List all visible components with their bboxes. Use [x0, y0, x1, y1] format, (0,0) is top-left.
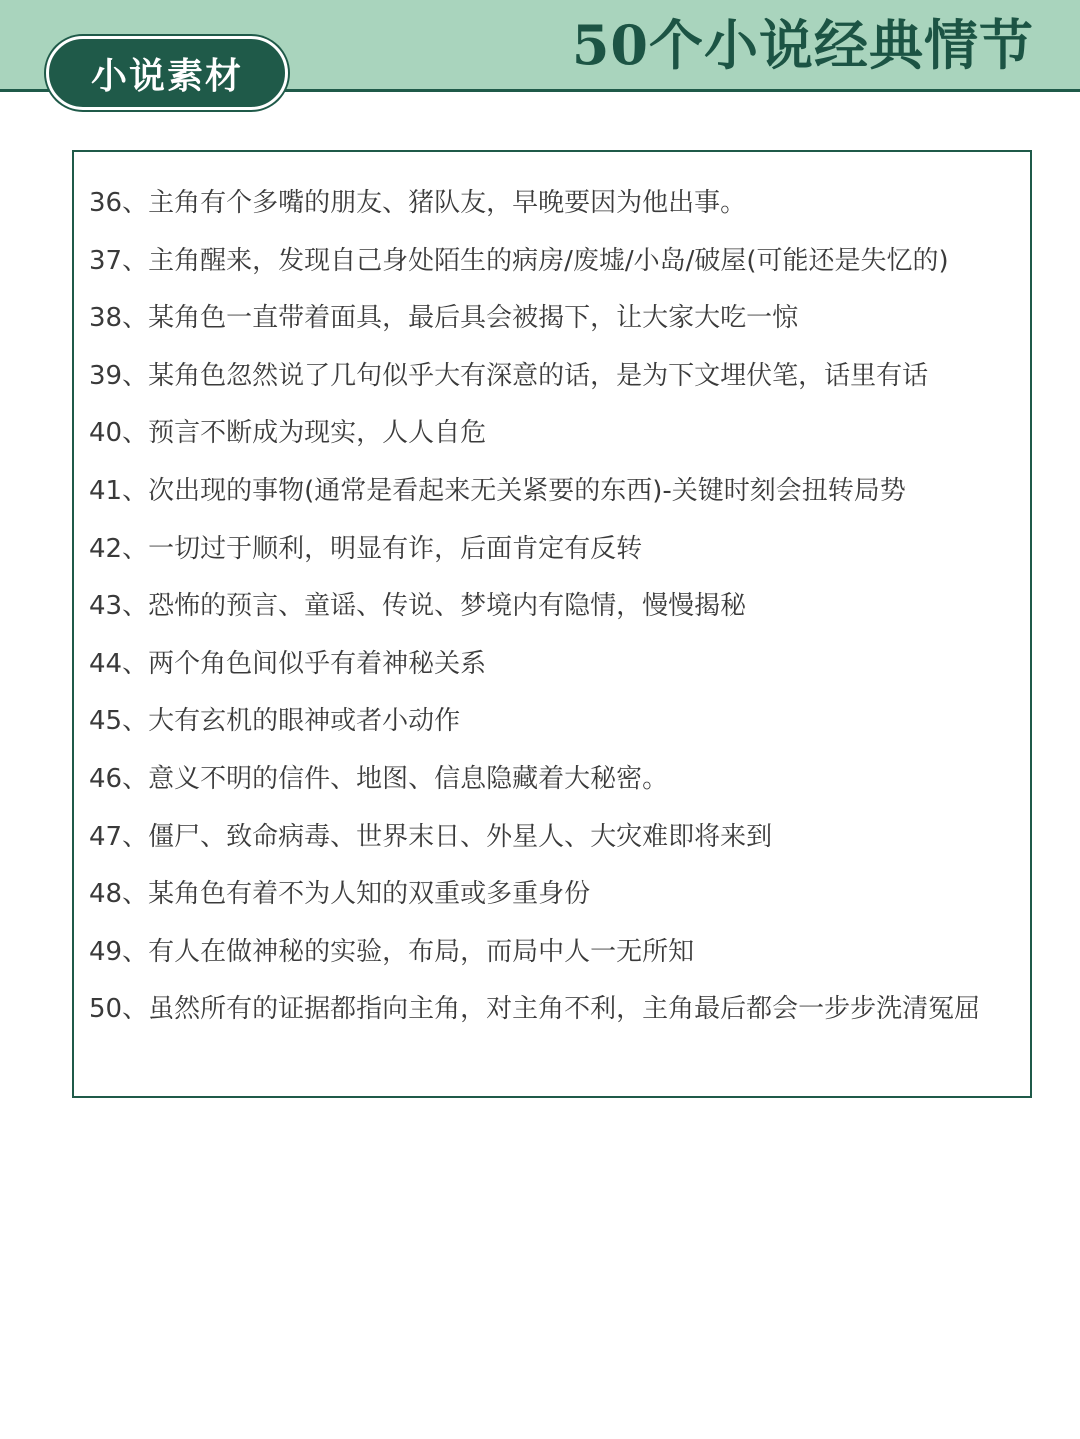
list-item: 45、大有玄机的眼神或者小动作: [89, 706, 461, 737]
list-item: 48、某角色有着不为人知的双重或多重身份: [89, 879, 591, 910]
list-item: 44、两个角色间似乎有着神秘关系: [89, 648, 487, 679]
list-item: 37、主角醒来，发现自己身处陌生的病房/废墟/小岛/破屋(可能还是失忆的): [89, 245, 949, 276]
page-title: 50个小说经典情节: [571, 13, 1034, 77]
plot-list-box: [72, 150, 1032, 1098]
list-item: 42、一切过于顺利，明显有诈，后面肯定有反转: [89, 533, 643, 564]
list-item: 39、某角色忽然说了几句似乎大有深意的话，是为下文埋伏笔，话里有话: [89, 360, 929, 391]
list-item: 36、主角有个多嘴的朋友、猪队友，早晚要因为他出事。: [89, 188, 747, 218]
list-item: 49、有人在做神秘的实验，布局，而局中人一无所知: [89, 936, 695, 967]
list-item: 40、预言不断成为现实，人人自危: [89, 418, 487, 449]
list-item: 47、僵尸、致命病毒、世界末日、外星人、大灾难即将来到: [89, 821, 773, 852]
category-tag-label: 小说素材: [90, 54, 243, 97]
list-item: 38、某角色一直带着面具，最后具会被揭下，让大家大吃一惊: [89, 303, 799, 334]
list-item: 41、次出现的事物(通常是看起来无关紧要的东西)-关键时刻会扭转局势: [89, 475, 906, 506]
list-item: 46、意义不明的信件、地图、信息隐藏着大秘密。: [89, 763, 669, 794]
category-tag: [46, 36, 288, 110]
plot-list: [89, 186, 1019, 1050]
list-item: 50、虽然所有的证据都指向主角，对主角不利，主角最后都会一步步洗清冤屈: [89, 994, 981, 1025]
list-item: 43、恐怖的预言、童谣、传说、梦境内有隐情，慢慢揭秘: [89, 591, 747, 622]
